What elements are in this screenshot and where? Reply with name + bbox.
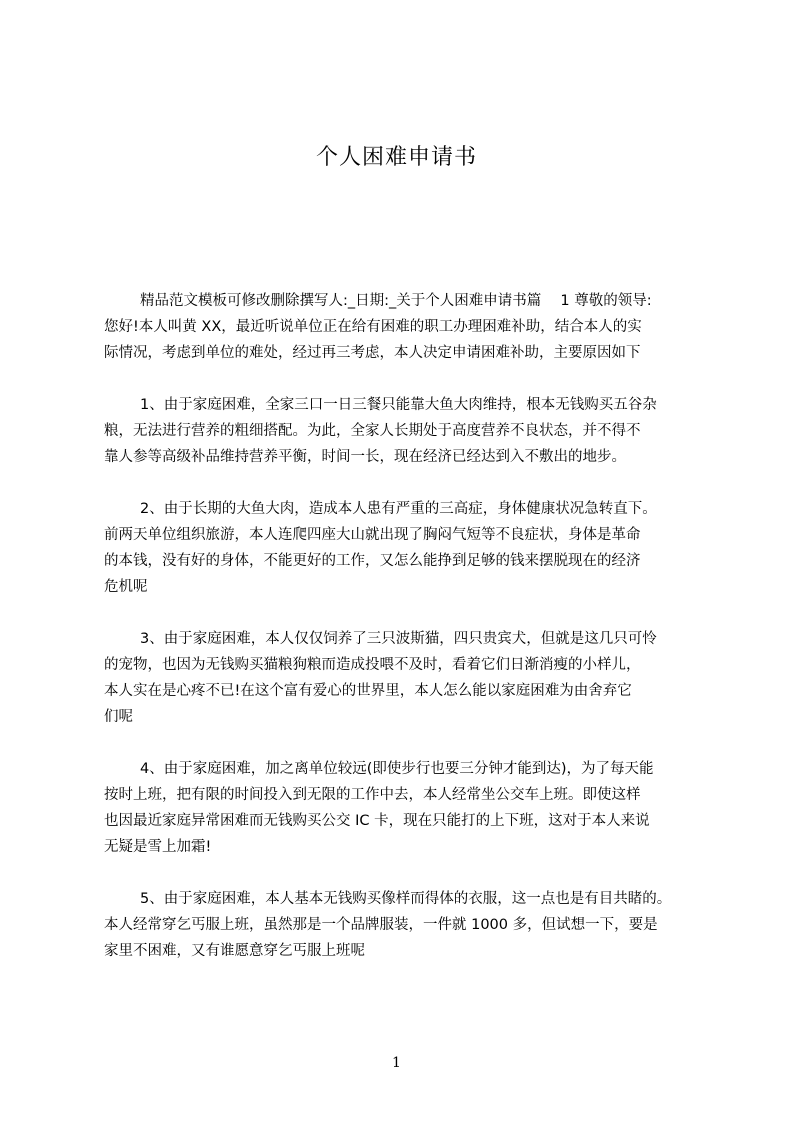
text-line: 3、由于家庭困难，本人仅仅饲养了三只波斯猫，四只贵宾犬，但就是这几只可怜 bbox=[140, 631, 657, 647]
text-line: 您好!本人叫黄 XX，最近听说单位正在给有困难的职工办理困难补助，结合本人的实 bbox=[104, 319, 642, 335]
document-body bbox=[104, 288, 724, 964]
paragraph-intro bbox=[104, 288, 724, 366]
paragraph-reason-5 bbox=[104, 886, 724, 964]
text-line: 本人经常穿乞丐服上班，虽然那是一个品牌服装，一件就 1000 多，但试想一下，要是 bbox=[104, 917, 658, 933]
text-line: 无疑是雪上加霜! bbox=[104, 839, 212, 855]
text-line: 也因最近家庭异常困难而无钱购买公交 IC 卡，现在只能打的上下班，这对于本人来说 bbox=[104, 813, 650, 829]
paragraph-reason-3 bbox=[104, 626, 724, 730]
text-line: 粮，无法进行营养的粗细搭配。为此，全家人长期处于高度营养不良状态，并不得不 bbox=[104, 423, 641, 439]
text-line: 1、由于家庭困难，全家三口一日三餐只能靠大鱼大肉维持，根本无钱购买五谷杂 bbox=[140, 397, 657, 413]
text-line: 2、由于长期的大鱼大肉，造成本人患有严重的三高症，身体健康状况急转直下。 bbox=[140, 501, 657, 517]
text-line: 4、由于家庭困难，加之离单位较远(即使步行也要三分钟才能到达)，为了每天能 bbox=[140, 761, 654, 777]
text-line: 5、由于家庭困难，本人基本无钱购买像样而得体的衣服，这一点也是有目共睹的。 bbox=[140, 891, 672, 907]
text-line: 际情况，考虑到单位的难处，经过再三考虑，本人决定申请困难补助，主要原因如下 bbox=[104, 345, 641, 361]
text-line: 精品范文模板可修改删除撰写人:_日期:_关于个人困难申请书篇 1 尊敬的领导: bbox=[140, 293, 652, 309]
text-line: 的宠物，也因为无钱购买猫粮狗粮而造成投喂不及时，看着它们日渐消瘦的小样儿， bbox=[104, 657, 641, 673]
document-title: 个人困难申请书 bbox=[315, 145, 477, 170]
paragraph-reason-1 bbox=[104, 392, 724, 470]
text-line: 家里不困难，又有谁愿意穿乞丐服上班呢 bbox=[104, 943, 365, 959]
text-line: 按时上班，把有限的时间投入到无限的工作中去，本人经常坐公交车上班。即使这样 bbox=[104, 787, 641, 803]
text-line: 们呢 bbox=[104, 709, 133, 725]
text-line: 本人实在是心疼不已!在这个富有爱心的世界里，本人怎么能以家庭困难为由舍弃它 bbox=[104, 683, 632, 699]
paragraph-reason-4 bbox=[104, 756, 724, 860]
text-line: 靠人参等高级补品维持营养平衡，时间一长，现在经济已经达到入不敷出的地步。 bbox=[104, 449, 626, 465]
page-number: 1 bbox=[392, 1055, 401, 1071]
text-line: 的本钱，没有好的身体，不能更好的工作，又怎么能挣到足够的钱来摆脱现在的经济 bbox=[104, 553, 641, 569]
text-line: 前两天单位组织旅游，本人连爬四座大山就出现了胸闷气短等不良症状，身体是革命 bbox=[104, 527, 641, 543]
paragraph-reason-2 bbox=[104, 496, 724, 600]
text-line: 危机呢 bbox=[104, 579, 148, 595]
